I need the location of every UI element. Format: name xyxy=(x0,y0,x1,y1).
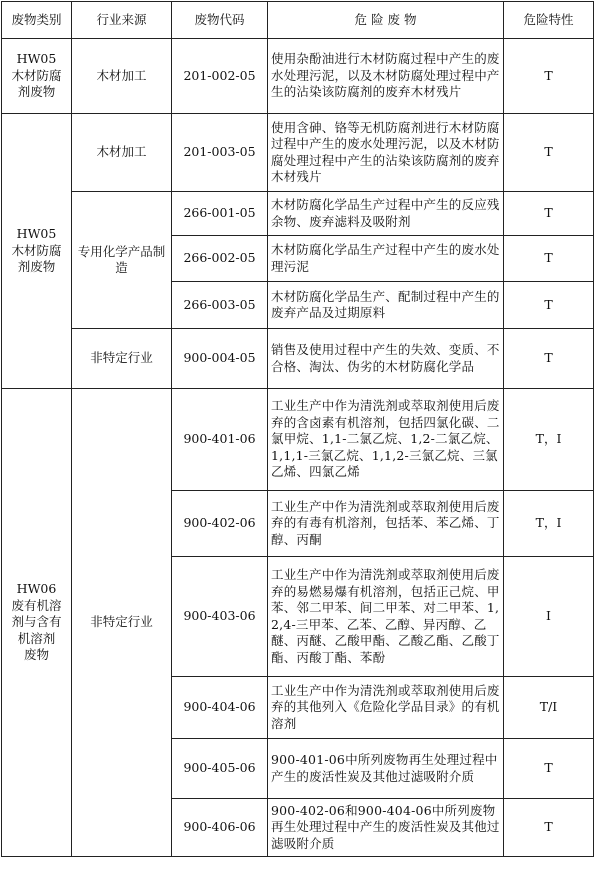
hazard-cell: T xyxy=(504,114,594,192)
hazard-cell: T xyxy=(504,282,594,329)
industry-source-cell: 非特定行业 xyxy=(72,389,172,857)
waste-code-cell: 900-403-06 xyxy=(172,557,268,677)
waste-code-cell: 900-402-06 xyxy=(172,491,268,557)
header-code: 废物代码 xyxy=(172,2,268,39)
waste-description-cell: 工业生产中作为清洗剂或萃取剂使用后废弃的含卤素有机溶剂，包括四氯化碳、二氯甲烷、1,1-二氯乙烷、1,2-二氯乙烷、1,1,1-三氯乙烷、1,1,2-三氯乙烷、三氯乙烯、四氯乙烯 xyxy=(268,389,504,491)
waste-description-cell: 木材防腐化学品生产、配制过程中产生的废弃产品及过期原料 xyxy=(268,282,504,329)
hazard-cell: T xyxy=(504,739,594,799)
waste-description-cell: 900-401-06中所列废物再生处理过程中产生的废活性炭及其他过滤吸附介质 xyxy=(268,739,504,799)
table-row xyxy=(2,114,594,192)
hazard-cell: T xyxy=(504,39,594,114)
table-row xyxy=(2,192,594,236)
table-row xyxy=(2,389,594,491)
waste-category-cell: HW05 木材防腐 剂废物 xyxy=(2,39,72,114)
header-source: 行业来源 xyxy=(72,2,172,39)
waste-code-cell: 900-405-06 xyxy=(172,739,268,799)
waste-category-cell: HW06 废有机溶 剂与含有 机溶剂 废物 xyxy=(2,389,72,857)
waste-code-cell: 900-404-06 xyxy=(172,677,268,739)
waste-code-cell: 201-003-05 xyxy=(172,114,268,192)
waste-description-cell: 销售及使用过程中产生的失效、变质、不合格、淘汰、伪劣的木材防腐化学品 xyxy=(268,329,504,389)
hazard-cell: T xyxy=(504,329,594,389)
waste-code-cell: 900-406-06 xyxy=(172,799,268,857)
header-hazard: 危险特性 xyxy=(504,2,594,39)
waste-code-cell: 201-002-05 xyxy=(172,39,268,114)
hazard-cell: T，I xyxy=(504,491,594,557)
table-row xyxy=(2,329,594,389)
waste-description-cell: 使用含砷、铬等无机防腐剂进行木材防腐过程中产生的废水处理污泥，以及木材防腐处理过程中产生的沾染该防腐剂的废弃木材残片 xyxy=(268,114,504,192)
industry-source-cell: 木材加工 xyxy=(72,114,172,192)
waste-code-cell: 266-003-05 xyxy=(172,282,268,329)
waste-code-cell: 266-001-05 xyxy=(172,192,268,236)
hazard-cell: T，I xyxy=(504,389,594,491)
waste-description-cell: 木材防腐化学品生产过程中产生的反应残余物、废弃滤料及吸附剂 xyxy=(268,192,504,236)
industry-source-cell: 非特定行业 xyxy=(72,329,172,389)
header-category: 废物类别 xyxy=(2,2,72,39)
waste-description-cell: 900-402-06和900-404-06中所列废物再生处理过程中产生的废活性炭及其他过滤吸附介质 xyxy=(268,799,504,857)
hazard-cell: T xyxy=(504,799,594,857)
table-row xyxy=(2,39,594,114)
waste-code-cell: 900-004-05 xyxy=(172,329,268,389)
header-description: 危 险 废 物 xyxy=(268,2,504,39)
hazard-cell: T xyxy=(504,192,594,236)
industry-source-cell: 木材加工 xyxy=(72,39,172,114)
waste-description-cell: 工业生产中作为清洗剂或萃取剂使用后废弃的其他列入《危险化学品目录》的有机溶剂 xyxy=(268,677,504,739)
hazard-cell: T xyxy=(504,236,594,282)
hazardous-waste-table xyxy=(1,1,594,857)
header-row xyxy=(2,2,594,39)
waste-code-cell: 266-002-05 xyxy=(172,236,268,282)
waste-code-cell: 900-401-06 xyxy=(172,389,268,491)
waste-description-cell: 工业生产中作为清洗剂或萃取剂使用后废弃的有毒有机溶剂，包括苯、苯乙烯、丁醇、丙酮 xyxy=(268,491,504,557)
waste-description-cell: 使用杂酚油进行木材防腐过程中产生的废水处理污泥，以及木材防腐处理过程中产生的沾染该防腐剂的废弃木材残片 xyxy=(268,39,504,114)
hazard-cell: T/I xyxy=(504,677,594,739)
industry-source-cell: 专用化学产品制造 xyxy=(72,192,172,329)
waste-category-cell: HW05 木材防腐 剂废物 xyxy=(2,114,72,389)
hazard-cell: I xyxy=(504,557,594,677)
waste-description-cell: 木材防腐化学品生产过程中产生的废水处理污泥 xyxy=(268,236,504,282)
waste-description-cell: 工业生产中作为清洗剂或萃取剂使用后废弃的易燃易爆有机溶剂，包括正己烷、甲苯、邻二甲苯、间二甲苯、对二甲苯、1,2,4-三甲苯、乙苯、乙醇、异丙醇、乙醚、丙醚、乙酸甲酯、乙酸乙酯、乙酸丁酯、丙酸丁酯、苯酚 xyxy=(268,557,504,677)
